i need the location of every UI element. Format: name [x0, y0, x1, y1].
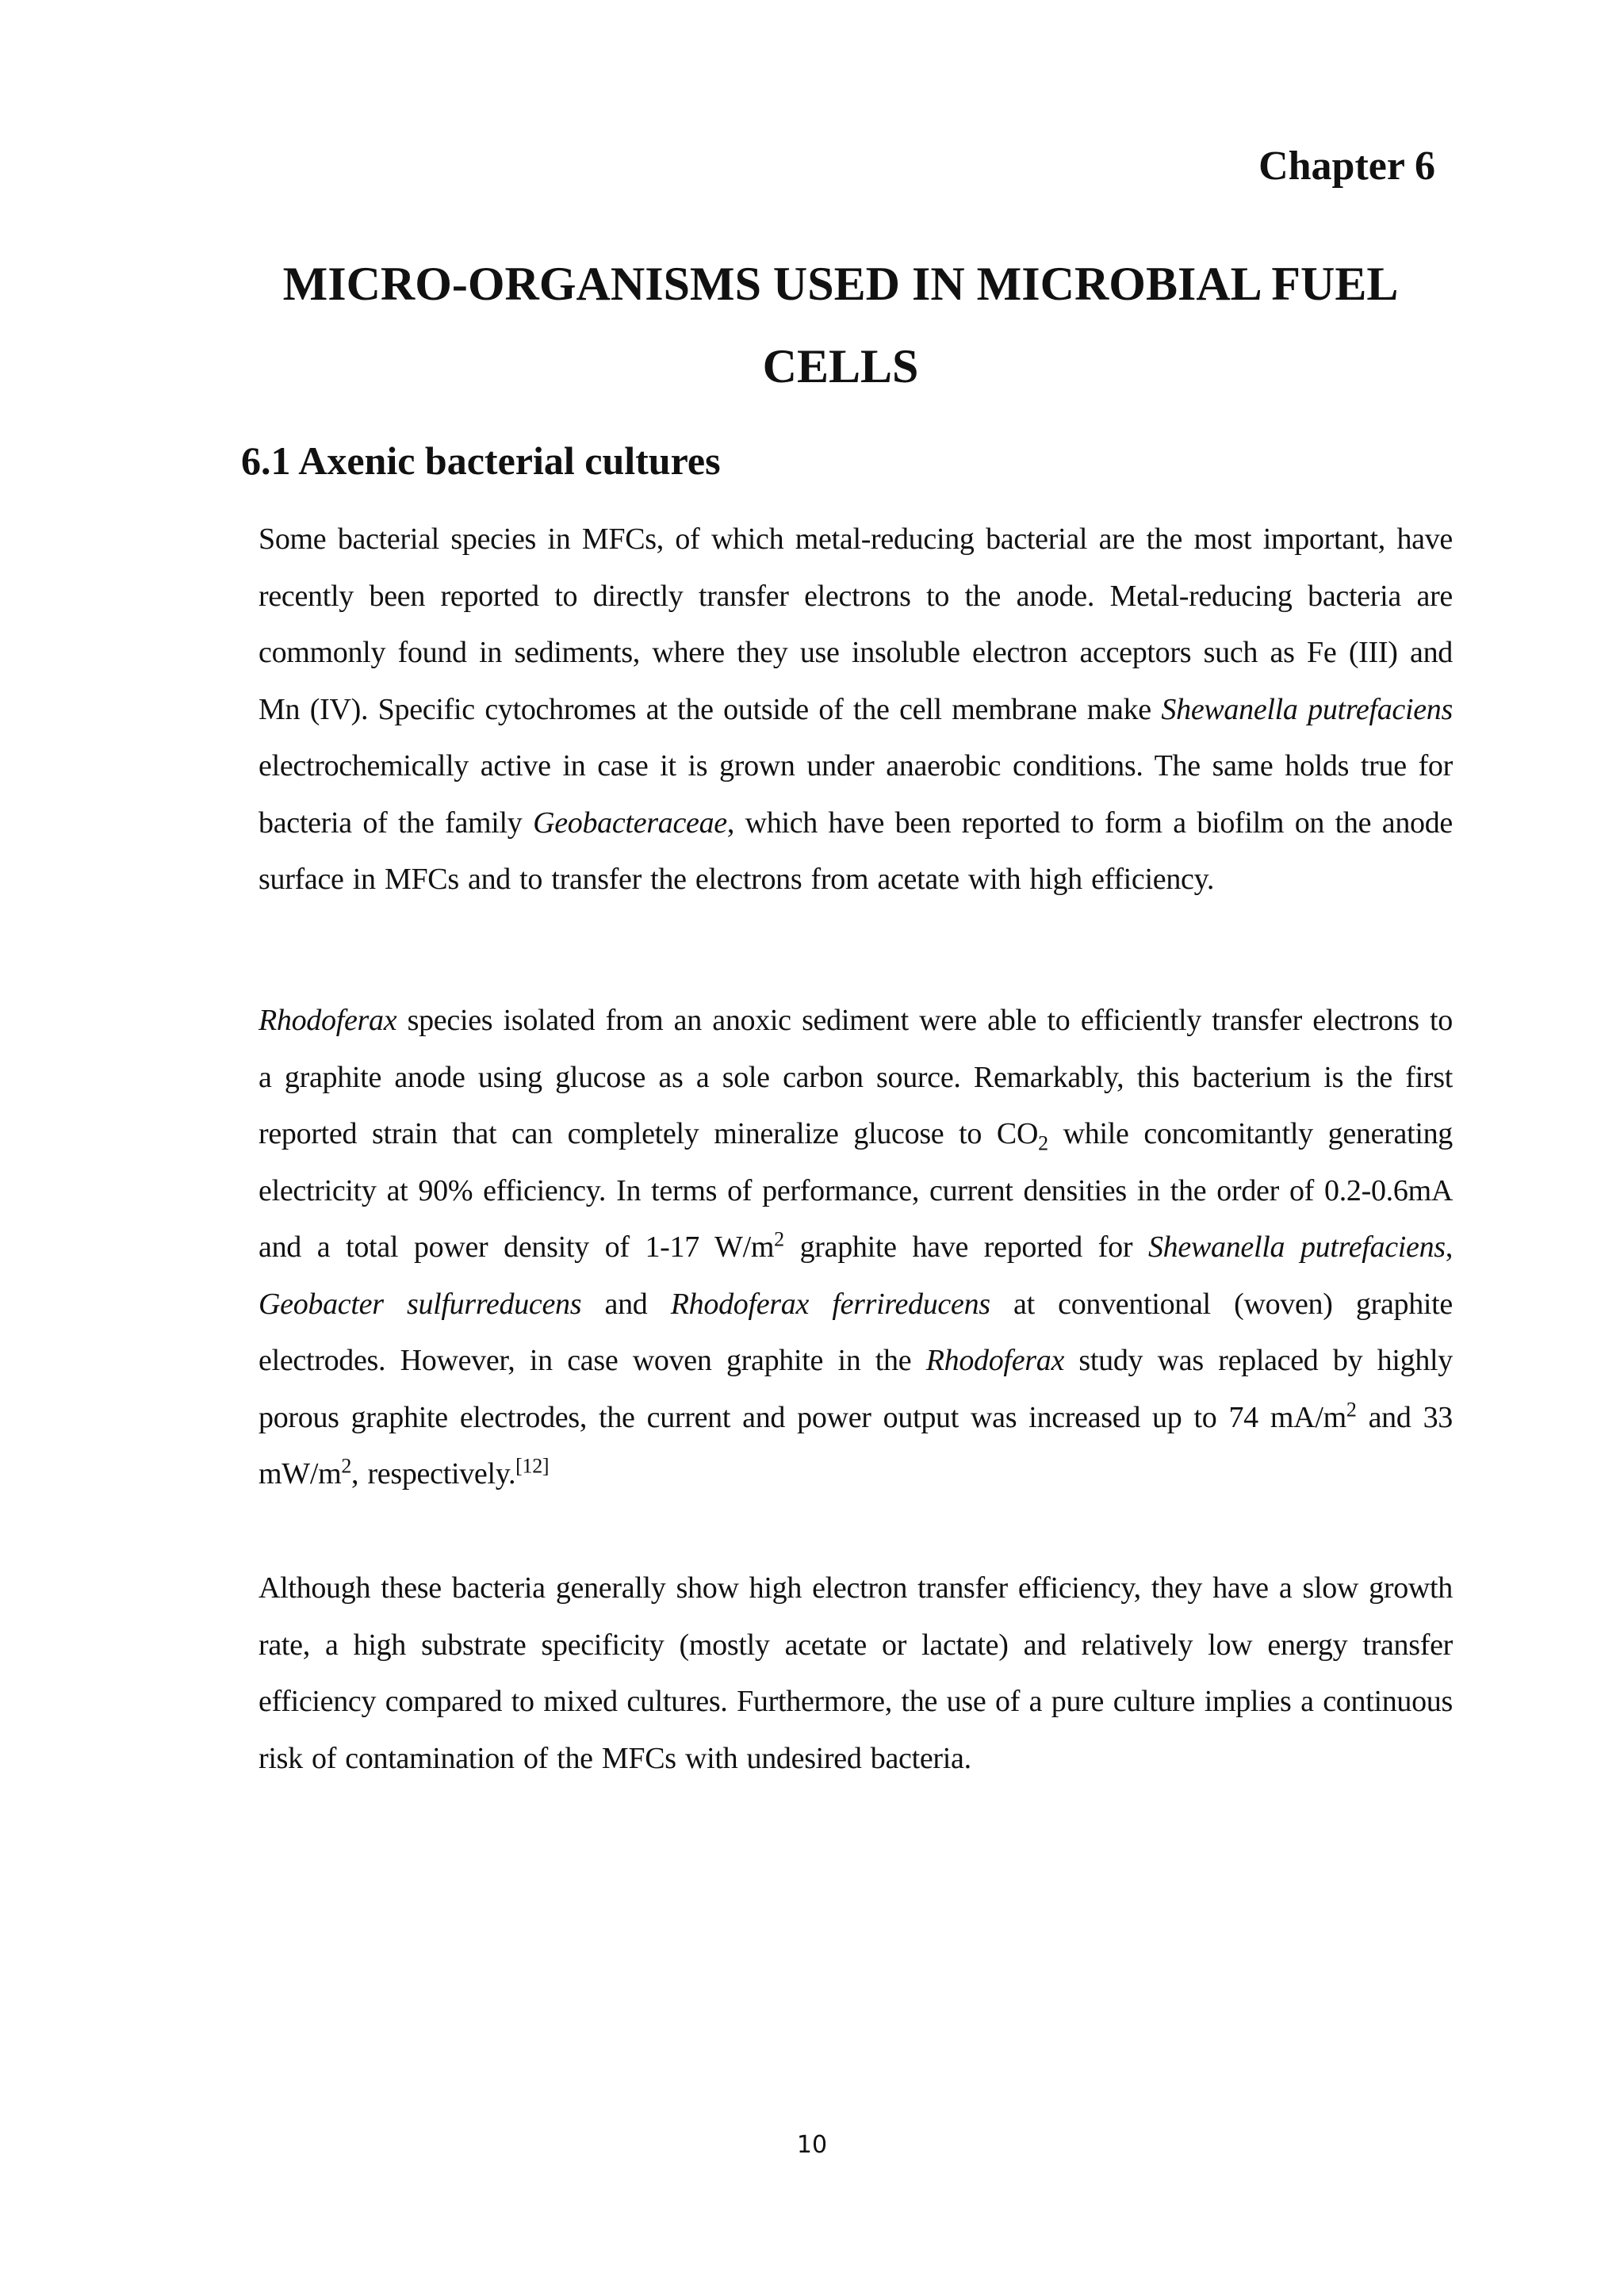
citation-reference: [12] — [515, 1454, 550, 1478]
subscript: 2 — [1038, 1131, 1048, 1155]
superscript: 2 — [1346, 1397, 1357, 1421]
paragraph-3 — [241, 1560, 1453, 1787]
paragraph-2 — [241, 993, 1453, 1503]
paragraph-text: at conventional (woven) graphite electrodes. However, in case woven graphite in the — [259, 1287, 1453, 1377]
family-name: Geobacteraceae — [533, 806, 727, 840]
chapter-label: Chapter 6 — [1258, 144, 1435, 189]
paragraph-text: and 33 mW/m — [259, 1400, 1453, 1490]
species-name: Shewanella putrefaciens — [1161, 692, 1453, 726]
paragraph-text: while concomitantly generating electricity at 90% efficiency. In terms of performance, current densities in the order of 0.2-0.6mA and a total power density of 1-17 W/m — [259, 1117, 1453, 1264]
paragraph-text: study was replaced by highly porous graphite electrodes, the current and power output was increased up to 74 mA/m — [259, 1344, 1453, 1434]
paragraph-text: electrochemically active in case it is grown under anaerobic conditions. The same holds true for bacteria of the family — [259, 749, 1453, 840]
species-name: Rhodoferax ferrireducens — [670, 1287, 990, 1321]
paragraph-text: and — [581, 1287, 671, 1321]
paragraph-text: , respectively. — [351, 1457, 516, 1490]
paragraph-1 — [241, 511, 1453, 909]
paragraph-text: species isolated from an anoxic sediment were able to efficiently transfer electrons to a graphite anode using glucose as a sole carbon source. Remarkably, this bacterium is the first reported strain that can completely mineralize glucose to CO — [259, 1004, 1453, 1150]
species-name: Geobacter sulfurreducens — [259, 1287, 582, 1321]
paragraph-text: , which have been reported to form a biofilm on the anode surface in MFCs and to transfer the electrons from acetate with high efficiency. — [259, 806, 1453, 896]
species-name: Rhodoferax — [925, 1344, 1065, 1377]
paragraph-text: Although these bacteria generally show high electron transfer efficiency, they have a slow growth rate, a high substrate specificity (mostly acetate or lactate) and relatively low energy transfer efficiency compared to mixed cultures. Furthermore, the use of a pure culture implies a continuous risk of contamination of the MFCs with undesired bacteria. — [259, 1571, 1453, 1775]
species-name: Rhodoferax — [259, 1004, 397, 1037]
section-heading: 6.1 Axenic bacterial cultures — [241, 438, 721, 483]
paragraph-text: Some bacterial species in MFCs, of which metal-reducing bacterial are the most important, have recently been reported to directly transfer electrons to the anode. Metal-reducing bacteria are commonly found in sediments, where they use insoluble electron acceptors such as Fe (III) and Mn (IV). Specific cytochromes at the outside of the cell membrane make — [259, 522, 1453, 726]
superscript: 2 — [774, 1227, 784, 1251]
paragraph-text: graphite have reported for — [783, 1230, 1148, 1264]
chapter-title: MICRO-ORGANISMS USED IN MICROBIAL FUEL CELLS — [282, 258, 1399, 392]
page-number: 10 — [796, 2131, 828, 2159]
species-name: Shewanella putrefaciens — [1147, 1230, 1446, 1264]
paragraph-text: , — [1445, 1230, 1454, 1264]
superscript: 2 — [341, 1454, 352, 1478]
